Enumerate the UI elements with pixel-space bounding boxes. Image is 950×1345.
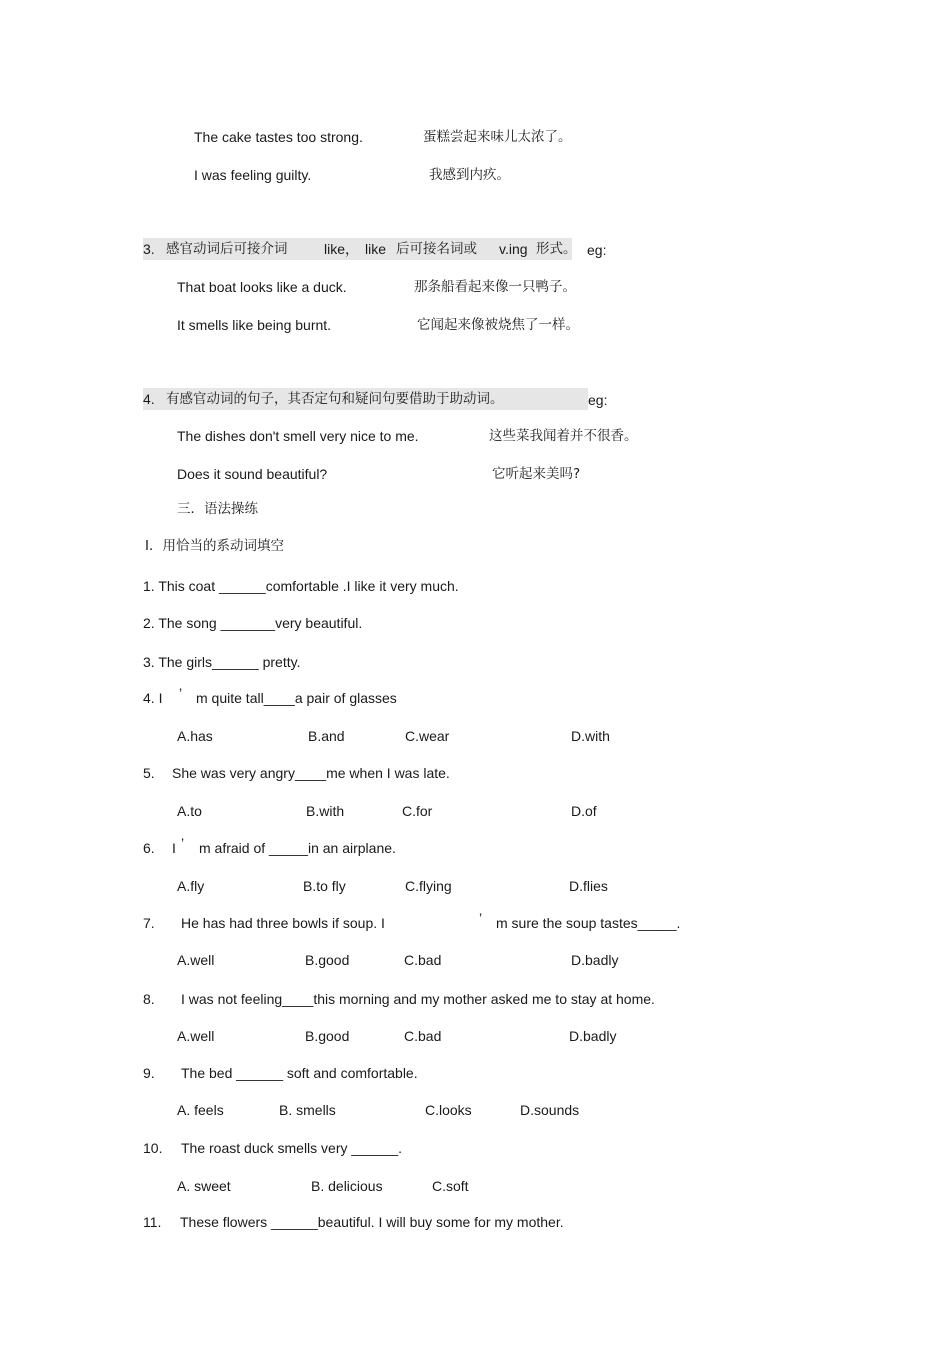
question-2: 2. The song _______very beautiful. <box>143 615 363 631</box>
example-cn: 我感到内疚。 <box>429 167 510 183</box>
apostrophe: ’ <box>181 835 185 851</box>
point-text: 有感官动词的句子，其否定句和疑问句要借助于助动词。 <box>166 391 504 407</box>
question-number: 10. <box>143 1140 163 1156</box>
question-11-text: These flowers ______beautiful. I will buy some for my mother. <box>180 1214 564 1230</box>
option-c: C.looks <box>425 1102 472 1118</box>
example-en: It smells like being burnt. <box>177 317 332 333</box>
point-text: 形式。 <box>536 241 577 257</box>
eg-label: eg: <box>587 242 607 258</box>
option-b: B. delicious <box>311 1178 383 1194</box>
option-d: D.flies <box>569 878 608 894</box>
option-b: B.good <box>305 1028 350 1044</box>
option-b: B.with <box>306 803 345 819</box>
example-cn: 蛋糕尝起来味儿太浓了。 <box>423 129 572 145</box>
question-6-start: I <box>172 840 176 856</box>
option-b: B. smells <box>279 1102 336 1118</box>
option-a: A.fly <box>177 878 205 894</box>
question-1: 1. This coat ______comfortable .I like it very much. <box>143 578 459 594</box>
question-8-text: I was not feeling____this morning and my mother asked me to stay at home. <box>181 991 655 1007</box>
option-d: D.of <box>571 803 597 819</box>
point-text: 感官动词后可接介词 <box>166 241 288 257</box>
question-number: 6. <box>143 840 155 856</box>
question-number: 7. <box>143 915 155 931</box>
question-7-text: m sure the soup tastes_____. <box>496 915 681 931</box>
point-keyword: like <box>365 241 387 257</box>
example-cn: 这些菜我闻着并不很香。 <box>489 428 638 444</box>
option-c: C.soft <box>432 1178 469 1194</box>
question-number: 9. <box>143 1065 155 1081</box>
point-number: 3. <box>143 241 155 257</box>
option-a: A.well <box>177 1028 215 1044</box>
question-number: 11. <box>143 1214 162 1230</box>
question-7-start: He has had three bowls if soup. I <box>181 915 385 931</box>
apostrophe: ’ <box>479 910 483 926</box>
point-keyword: v.ing <box>499 241 528 257</box>
option-d: D.with <box>571 728 610 744</box>
option-a: A.has <box>177 728 213 744</box>
option-c: C.wear <box>405 728 450 744</box>
option-c: C.bad <box>404 952 442 968</box>
option-c: C.flying <box>405 878 452 894</box>
question-10-text: The roast duck smells very ______. <box>181 1140 402 1156</box>
point-text: 后可接名词或 <box>396 241 477 257</box>
point-number: 4. <box>143 391 155 407</box>
example-en: The cake tastes too strong. <box>194 129 363 145</box>
example-cn: 那条船看起来像一只鸭子。 <box>414 279 576 295</box>
eg-label: eg: <box>588 392 608 408</box>
question-number: 8. <box>143 991 155 1007</box>
option-b: B.to fly <box>303 878 346 894</box>
option-c: C.bad <box>404 1028 442 1044</box>
option-c: C.for <box>402 803 433 819</box>
question-4-start: 4. I <box>143 690 163 706</box>
option-d: D.badly <box>571 952 619 968</box>
question-9-text: The bed ______ soft and comfortable. <box>181 1065 418 1081</box>
question-3: 3. The girls______ pretty. <box>143 654 301 670</box>
example-cn: 它听起来美吗? <box>492 466 581 482</box>
example-en: That boat looks like a duck. <box>177 279 347 295</box>
question-6-text: m afraid of _____in an airplane. <box>199 840 396 856</box>
apostrophe: ’ <box>179 685 183 701</box>
example-en: The dishes don't smell very nice to me. <box>177 428 419 444</box>
question-4-text: m quite tall____a pair of glasses <box>196 690 397 706</box>
option-a: A. feels <box>177 1102 224 1118</box>
example-cn: 它闻起来像被烧焦了一样。 <box>417 317 579 333</box>
example-en: I was feeling guilty. <box>194 167 312 183</box>
option-d: D.sounds <box>520 1102 580 1118</box>
example-en: Does it sound beautiful? <box>177 466 328 482</box>
section-heading: 三．语法操练 <box>177 501 258 517</box>
option-a: A.to <box>177 803 202 819</box>
question-number: 5. <box>143 765 155 781</box>
option-d: D.badly <box>569 1028 617 1044</box>
option-a: A. sweet <box>177 1178 231 1194</box>
option-a: A.well <box>177 952 215 968</box>
option-b: B.good <box>305 952 350 968</box>
point-keyword: like， <box>324 241 360 257</box>
option-b: B.and <box>308 728 345 744</box>
part-heading: Ⅰ．用恰当的系动词填空 <box>145 538 284 554</box>
question-5-text: She was very angry____me when I was late. <box>172 765 450 781</box>
